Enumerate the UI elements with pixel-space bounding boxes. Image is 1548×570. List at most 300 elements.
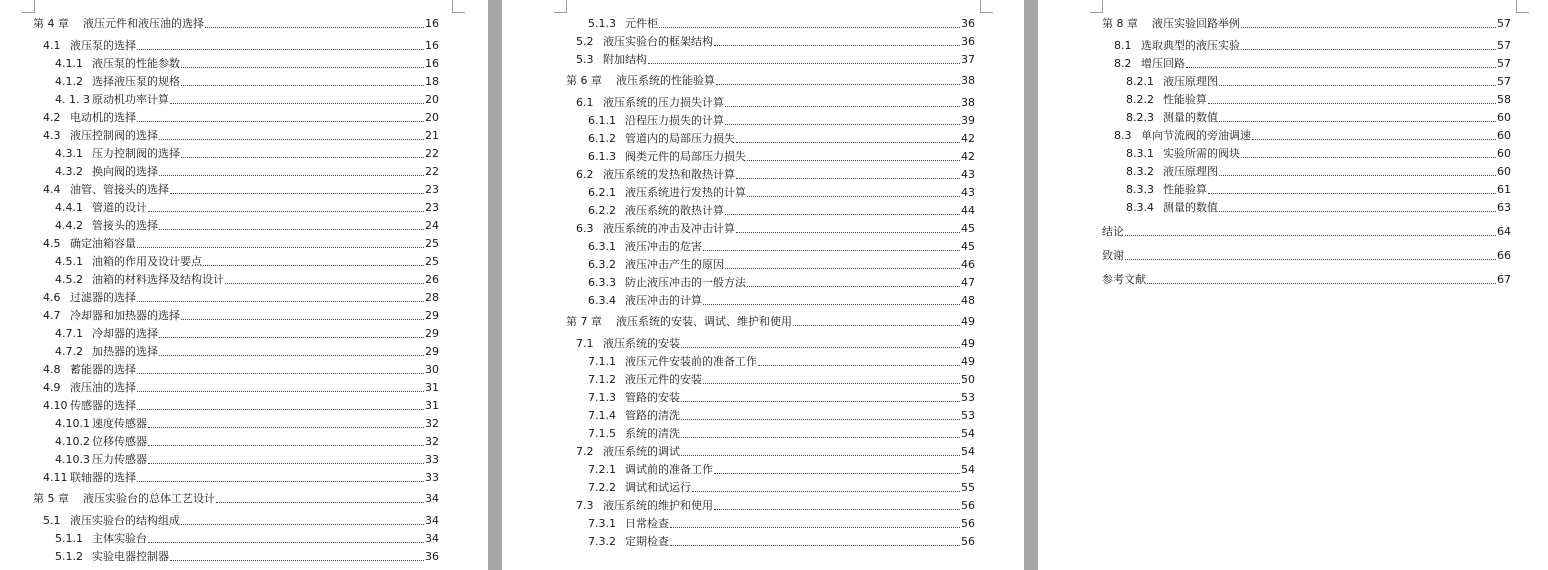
toc-subsection-entry[interactable] bbox=[588, 186, 975, 200]
toc-entry-title: 附加结构 bbox=[603, 53, 647, 66]
toc-subsection-entry[interactable] bbox=[55, 255, 439, 269]
toc-page-number: 34 bbox=[425, 532, 439, 546]
toc-page-number: 60 bbox=[1497, 111, 1511, 124]
toc-dot-leader bbox=[159, 139, 424, 140]
toc-chapter-entry[interactable] bbox=[33, 17, 439, 31]
toc-page-number: 60 bbox=[1497, 165, 1511, 178]
toc-entry-title: 压力传感器 bbox=[92, 453, 147, 466]
document-page-1[interactable] bbox=[0, 0, 488, 570]
toc-chapter-entry[interactable] bbox=[566, 74, 975, 88]
toc-entry-number: 5.1.1 bbox=[55, 532, 83, 546]
toc-entry-number: 7.2.2 bbox=[588, 481, 616, 495]
toc-subsection-entry[interactable] bbox=[588, 150, 975, 164]
toc-subsection-entry[interactable] bbox=[588, 294, 975, 308]
toc-entry-title: 速度传感器 bbox=[92, 417, 147, 430]
toc-dot-leader bbox=[181, 319, 424, 320]
toc-entry-number: 6.3.3 bbox=[588, 276, 616, 290]
toc-page-number: 29 bbox=[425, 345, 439, 358]
toc-subsection-entry[interactable] bbox=[55, 435, 439, 449]
toc-page-number: 36 bbox=[961, 35, 975, 48]
margin-corner-mark bbox=[1516, 0, 1529, 13]
toc-page-number: 54 bbox=[961, 463, 975, 477]
toc-entry-title: 加热器的选择 bbox=[92, 345, 158, 358]
toc-dot-leader bbox=[681, 437, 960, 438]
toc-dot-leader bbox=[1147, 283, 1496, 284]
toc-entry-title: 液压实验台的框架结构 bbox=[603, 35, 713, 48]
toc-dot-leader bbox=[1241, 49, 1496, 50]
toc-page-number: 49 bbox=[961, 355, 975, 369]
toc-section-entry[interactable] bbox=[43, 363, 439, 377]
toc-chapter-entry[interactable] bbox=[1102, 273, 1511, 287]
toc-entry-number: 4.1.1 bbox=[55, 57, 83, 70]
toc-entry-number: 6.1.3 bbox=[588, 150, 616, 164]
toc-dot-leader bbox=[181, 67, 424, 68]
toc-dot-leader bbox=[159, 337, 424, 338]
toc-subsection-entry[interactable] bbox=[1126, 147, 1511, 161]
toc-page-number: 49 bbox=[961, 315, 975, 329]
toc-dot-leader bbox=[725, 268, 960, 269]
toc-subsection-entry[interactable] bbox=[55, 550, 439, 564]
toc-entry-number: 6.1.1 bbox=[588, 114, 616, 128]
toc-subsection-entry[interactable] bbox=[55, 532, 439, 546]
toc-page-number: 56 bbox=[961, 535, 975, 549]
toc-entry-title: 测量的数值 bbox=[1163, 201, 1218, 214]
toc-entry-title: 液压系统的压力损失计算 bbox=[603, 96, 724, 110]
toc-page-number: 16 bbox=[425, 57, 439, 70]
toc-dot-leader bbox=[170, 560, 424, 561]
toc-dot-leader bbox=[681, 347, 960, 348]
toc-subsection-entry[interactable] bbox=[1126, 201, 1511, 215]
toc-entry-number: 6.3.2 bbox=[588, 258, 616, 272]
toc-dot-leader bbox=[148, 463, 424, 464]
toc-page-number: 38 bbox=[961, 96, 975, 110]
toc-entry-title: 液压系统的维护和使用 bbox=[603, 499, 713, 513]
toc-entry-number: 4.9 bbox=[43, 381, 61, 394]
toc-page-number: 45 bbox=[961, 240, 975, 254]
toc-entry-number: 8.2.3 bbox=[1126, 111, 1154, 124]
toc-entry-number: 5.1.3 bbox=[588, 17, 616, 30]
toc-subsection-entry[interactable] bbox=[588, 258, 975, 272]
toc-page-number: 55 bbox=[961, 481, 975, 495]
margin-corner-mark bbox=[980, 0, 993, 13]
toc-entry-number: 第 6 章 bbox=[566, 74, 602, 88]
toc-entry-title: 原动机功率计算 bbox=[92, 93, 169, 106]
toc-page-number: 39 bbox=[961, 114, 975, 128]
toc-chapter-entry[interactable] bbox=[33, 492, 439, 506]
toc-subsection-entry[interactable] bbox=[588, 535, 975, 549]
toc-entry-title: 管接头的选择 bbox=[92, 219, 158, 232]
toc-page-number: 25 bbox=[425, 237, 439, 250]
toc-dot-leader bbox=[137, 49, 424, 50]
toc-entry-title: 参考文献 bbox=[1102, 273, 1146, 286]
toc-section-entry[interactable] bbox=[43, 291, 439, 305]
toc-entry-number: 6.1.2 bbox=[588, 132, 616, 146]
toc-entry-number: 第 4 章 bbox=[33, 17, 69, 30]
toc-dot-leader bbox=[725, 214, 960, 215]
toc-section-entry[interactable] bbox=[576, 35, 975, 49]
toc-subsection-entry[interactable] bbox=[55, 453, 439, 467]
toc-subsection-entry[interactable] bbox=[588, 355, 975, 369]
toc-entry-title: 管路的清洗 bbox=[625, 409, 680, 423]
toc-entry-title: 油管、管接头的选择 bbox=[70, 183, 169, 196]
toc-entry-number: 7.1.1 bbox=[588, 355, 616, 369]
toc-entry-number: 4.5.2 bbox=[55, 273, 83, 286]
toc-dot-leader bbox=[716, 84, 960, 85]
toc-section-entry[interactable] bbox=[43, 309, 439, 323]
toc-section-entry[interactable] bbox=[1114, 57, 1511, 71]
toc-entry-number: 8.3.3 bbox=[1126, 183, 1154, 196]
toc-chapter-entry[interactable] bbox=[1102, 17, 1511, 31]
toc-dot-leader bbox=[659, 27, 960, 28]
toc-dot-leader bbox=[148, 542, 424, 543]
toc-dot-leader bbox=[681, 419, 960, 420]
toc-page-number: 58 bbox=[1497, 93, 1511, 106]
toc-entry-title: 系统的清洗 bbox=[625, 427, 680, 441]
toc-subsection-entry[interactable] bbox=[588, 132, 975, 146]
toc-entry-number: 8.3 bbox=[1114, 129, 1132, 142]
toc-entry-title: 液压实验回路举例 bbox=[1152, 17, 1240, 30]
toc-dot-leader bbox=[692, 491, 960, 492]
page-gutter bbox=[1024, 0, 1038, 570]
toc-dot-leader bbox=[137, 481, 424, 482]
toc-entry-number: 8.3.2 bbox=[1126, 165, 1154, 178]
toc-dot-leader bbox=[225, 283, 424, 284]
toc-dot-leader bbox=[137, 121, 424, 122]
toc-entry-number: 7.1 bbox=[576, 337, 594, 351]
toc-dot-leader bbox=[1241, 27, 1496, 28]
toc-entry-title: 选取典型的液压实验 bbox=[1141, 39, 1240, 52]
toc-entry-title: 液压冲击的危害 bbox=[625, 240, 702, 254]
toc-entry-number: 第 7 章 bbox=[566, 315, 602, 329]
toc-subsection-entry[interactable] bbox=[588, 427, 975, 441]
toc-subsection-entry[interactable] bbox=[588, 463, 975, 477]
toc-dot-leader bbox=[1186, 67, 1496, 68]
toc-entry-title: 管道内的局部压力损失 bbox=[625, 132, 735, 146]
toc-subsection-entry[interactable] bbox=[588, 276, 975, 290]
toc-subsection-entry[interactable] bbox=[55, 147, 439, 161]
toc-chapter-entry[interactable] bbox=[1102, 225, 1511, 239]
toc-subsection-entry[interactable] bbox=[588, 391, 975, 405]
toc-entry-title: 阀类元件的局部压力损失 bbox=[625, 150, 746, 164]
toc-entry-title: 单向节流阀的旁油调速 bbox=[1141, 129, 1251, 142]
toc-entry-title: 液压系统的安装、调试、维护和使用 bbox=[616, 315, 792, 329]
toc-section-entry[interactable] bbox=[576, 168, 975, 182]
toc-subsection-entry[interactable] bbox=[55, 417, 439, 431]
toc-subsection-entry[interactable] bbox=[1126, 183, 1511, 197]
toc-entry-number: 7.1.2 bbox=[588, 373, 616, 387]
toc-dot-leader bbox=[714, 473, 960, 474]
toc-section-entry[interactable] bbox=[1114, 39, 1511, 53]
toc-section-entry[interactable] bbox=[43, 129, 439, 143]
toc-entry-title: 液压系统的冲击及冲击计算 bbox=[603, 222, 735, 236]
toc-page-number: 29 bbox=[425, 309, 439, 322]
toc-dot-leader bbox=[1208, 103, 1496, 104]
toc-page-number: 36 bbox=[961, 17, 975, 30]
toc-entry-title: 液压冲击的计算 bbox=[625, 294, 702, 308]
toc-dot-leader bbox=[736, 232, 960, 233]
toc-page-number: 53 bbox=[961, 391, 975, 405]
toc-section-entry[interactable] bbox=[43, 471, 439, 485]
toc-entry-number: 4.6 bbox=[43, 291, 61, 304]
toc-page-number: 66 bbox=[1497, 249, 1511, 262]
toc-section-entry[interactable] bbox=[576, 222, 975, 236]
toc-entry-number: 4.7.2 bbox=[55, 345, 83, 358]
toc-entry-title: 主体实验台 bbox=[92, 532, 147, 546]
toc-entry-title: 实验所需的阀块 bbox=[1163, 147, 1240, 160]
toc-entry-number: 6.3 bbox=[576, 222, 594, 236]
toc-entry-title: 液压原理图 bbox=[1163, 165, 1218, 178]
toc-dot-leader bbox=[148, 211, 424, 212]
toc-entry-number: 5.2 bbox=[576, 35, 594, 48]
toc-dot-leader bbox=[1125, 235, 1496, 236]
toc-entry-title: 液压元件安装前的准备工作 bbox=[625, 355, 757, 369]
toc-page-number: 29 bbox=[425, 327, 439, 340]
margin-corner-mark bbox=[1090, 0, 1103, 13]
toc-subsection-entry[interactable] bbox=[588, 17, 975, 31]
toc-page-number: 43 bbox=[961, 186, 975, 200]
toc-entry-title: 液压实验台的结构组成 bbox=[70, 514, 180, 528]
page-gutter bbox=[488, 0, 502, 570]
toc-entry-title: 液压控制阀的选择 bbox=[70, 129, 158, 142]
toc-entry-number: 6.2 bbox=[576, 168, 594, 182]
toc-subsection-entry[interactable] bbox=[588, 481, 975, 495]
toc-dot-leader bbox=[1125, 259, 1496, 260]
toc-entry-title: 液压系统的散热计算 bbox=[625, 204, 724, 218]
toc-subsection-entry[interactable] bbox=[1126, 75, 1511, 89]
toc-entry-number: 5.1 bbox=[43, 514, 61, 528]
toc-page-number: 43 bbox=[961, 168, 975, 182]
toc-page-number: 36 bbox=[425, 550, 439, 564]
toc-page-number: 26 bbox=[425, 273, 439, 286]
toc-entry-title: 管路的安装 bbox=[625, 391, 680, 405]
toc-page-number: 30 bbox=[425, 363, 439, 376]
toc-page-number: 53 bbox=[961, 409, 975, 423]
toc-page-number: 31 bbox=[425, 381, 439, 394]
toc-entry-title: 调试前的准备工作 bbox=[625, 463, 713, 477]
toc-page-number: 49 bbox=[961, 337, 975, 351]
toc-dot-leader bbox=[703, 304, 960, 305]
toc-dot-leader bbox=[703, 250, 960, 251]
toc-page-number: 37 bbox=[961, 53, 975, 66]
toc-page-number: 16 bbox=[425, 17, 439, 30]
toc-page-number: 57 bbox=[1497, 39, 1511, 52]
toc-dot-leader bbox=[747, 286, 960, 287]
toc-dot-leader bbox=[670, 527, 960, 528]
toc-page-number: 67 bbox=[1497, 273, 1511, 286]
toc-entry-title: 液压泵的选择 bbox=[70, 39, 136, 52]
toc-dot-leader bbox=[670, 545, 960, 546]
toc-page-number: 25 bbox=[425, 255, 439, 268]
toc-entry-number: 6.3.1 bbox=[588, 240, 616, 254]
toc-page-number: 22 bbox=[425, 147, 439, 160]
toc-entry-title: 防止液压冲击的一般方法 bbox=[625, 276, 746, 290]
toc-entry-number: 第 8 章 bbox=[1102, 17, 1138, 30]
toc-subsection-entry[interactable] bbox=[55, 75, 439, 89]
toc-page-number: 18 bbox=[425, 75, 439, 88]
toc-entry-title: 液压油的选择 bbox=[70, 381, 136, 394]
toc-section-entry[interactable] bbox=[43, 399, 439, 413]
toc-dot-leader bbox=[181, 85, 424, 86]
toc-entry-number: 8.3.1 bbox=[1126, 147, 1154, 160]
toc-section-entry[interactable] bbox=[43, 111, 439, 125]
toc-dot-leader bbox=[148, 427, 424, 428]
document-page-3[interactable] bbox=[1038, 0, 1548, 570]
toc-entry-title: 液压原理图 bbox=[1163, 75, 1218, 88]
toc-section-entry[interactable] bbox=[43, 39, 439, 53]
toc-entry-number: 4.2 bbox=[43, 111, 61, 124]
toc-section-entry[interactable] bbox=[43, 381, 439, 395]
toc-entry-title: 电动机的选择 bbox=[70, 111, 136, 124]
toc-entry-number: 7.3 bbox=[576, 499, 594, 513]
toc-entry-number: 第 5 章 bbox=[33, 492, 69, 506]
toc-entry-title: 选择液压泵的规格 bbox=[92, 75, 180, 88]
toc-page-number: 46 bbox=[961, 258, 975, 272]
toc-entry-number: 7.1.3 bbox=[588, 391, 616, 405]
toc-entry-number: 7.2.1 bbox=[588, 463, 616, 477]
toc-entry-title: 压力控制阀的选择 bbox=[92, 147, 180, 160]
toc-subsection-entry[interactable] bbox=[588, 517, 975, 531]
toc-entry-number: 4.4.1 bbox=[55, 201, 83, 214]
toc-entry-title: 位移传感器 bbox=[92, 435, 147, 448]
toc-entry-number: 4.5 bbox=[43, 237, 61, 250]
toc-entry-number: 8.2 bbox=[1114, 57, 1132, 70]
toc-section-entry[interactable] bbox=[43, 237, 439, 251]
toc-page-number: 57 bbox=[1497, 57, 1511, 70]
toc-subsection-entry[interactable] bbox=[55, 165, 439, 179]
toc-subsection-entry[interactable] bbox=[1126, 165, 1511, 179]
toc-dot-leader bbox=[681, 401, 960, 402]
toc-entry-number: 7.3.2 bbox=[588, 535, 616, 549]
toc-entry-number: 4.4 bbox=[43, 183, 61, 196]
toc-entry-number: 4.11 bbox=[43, 471, 68, 484]
toc-entry-title: 液压元件和液压油的选择 bbox=[83, 17, 204, 30]
toc-subsection-entry[interactable] bbox=[588, 409, 975, 423]
toc-entry-number: 4.4.2 bbox=[55, 219, 83, 232]
toc-page-number: 33 bbox=[425, 471, 439, 484]
toc-entry-number: 8.1 bbox=[1114, 39, 1132, 52]
toc-entry-number: 4.10.3 bbox=[55, 453, 90, 466]
toc-entry-title: 液压系统进行发热的计算 bbox=[625, 186, 746, 200]
toc-dot-leader bbox=[159, 229, 424, 230]
toc-entry-title: 液压系统的性能验算 bbox=[616, 74, 715, 88]
toc-section-entry[interactable] bbox=[576, 499, 975, 513]
toc-entry-number: 7.3.1 bbox=[588, 517, 616, 531]
toc-subsection-entry[interactable] bbox=[55, 345, 439, 359]
toc-entry-number: 4.8 bbox=[43, 363, 61, 376]
toc-entry-number: 7.2 bbox=[576, 445, 594, 459]
toc-entry-title: 传感器的选择 bbox=[70, 399, 136, 412]
toc-subsection-entry[interactable] bbox=[55, 93, 439, 107]
toc-page-number: 34 bbox=[425, 492, 439, 506]
toc-entry-number: 7.1.5 bbox=[588, 427, 616, 441]
toc-dot-leader bbox=[747, 160, 960, 161]
toc-dot-leader bbox=[725, 106, 960, 107]
toc-entry-title: 管道的设计 bbox=[92, 201, 147, 214]
toc-subsection-entry[interactable] bbox=[55, 201, 439, 215]
toc-subsection-entry[interactable] bbox=[1126, 93, 1511, 107]
toc-dot-leader bbox=[181, 524, 424, 525]
toc-section-entry[interactable] bbox=[576, 337, 975, 351]
toc-entry-number: 4.10.1 bbox=[55, 417, 90, 430]
toc-dot-leader bbox=[1219, 175, 1496, 176]
toc-subsection-entry[interactable] bbox=[588, 114, 975, 128]
toc-page-number: 33 bbox=[425, 453, 439, 466]
toc-entry-title: 换向阀的选择 bbox=[92, 165, 158, 178]
toc-entry-number: 4.10.2 bbox=[55, 435, 90, 448]
toc-page-number: 45 bbox=[961, 222, 975, 236]
toc-entry-title: 油箱的材料选择及结构设计 bbox=[92, 273, 224, 286]
toc-entry-number: 4.1.2 bbox=[55, 75, 83, 88]
document-page-2[interactable] bbox=[502, 0, 1024, 570]
toc-dot-leader bbox=[137, 391, 424, 392]
toc-dot-leader bbox=[736, 178, 960, 179]
toc-subsection-entry[interactable] bbox=[1126, 111, 1511, 125]
toc-dot-leader bbox=[736, 142, 960, 143]
toc-section-entry[interactable] bbox=[43, 514, 439, 528]
toc-dot-leader bbox=[1219, 211, 1496, 212]
toc-dot-leader bbox=[648, 63, 960, 64]
toc-subsection-entry[interactable] bbox=[55, 57, 439, 71]
toc-section-entry[interactable] bbox=[576, 96, 975, 110]
toc-page-number: 63 bbox=[1497, 201, 1511, 214]
toc-dot-leader bbox=[703, 383, 960, 384]
toc-chapter-entry[interactable] bbox=[1102, 249, 1511, 263]
toc-subsection-entry[interactable] bbox=[588, 373, 975, 387]
toc-subsection-entry[interactable] bbox=[55, 273, 439, 287]
toc-dot-leader bbox=[205, 27, 424, 28]
toc-section-entry[interactable] bbox=[1114, 129, 1511, 143]
toc-entry-title: 沿程压力损失的计算 bbox=[625, 114, 724, 128]
toc-entry-title: 调试和试运行 bbox=[625, 481, 691, 495]
toc-entry-title: 性能验算 bbox=[1163, 93, 1207, 106]
toc-dot-leader bbox=[1219, 121, 1496, 122]
toc-dot-leader bbox=[181, 157, 424, 158]
toc-entry-number: 4. 1. 3 bbox=[55, 93, 90, 106]
toc-subsection-entry[interactable] bbox=[55, 327, 439, 341]
toc-dot-leader bbox=[747, 196, 960, 197]
toc-dot-leader bbox=[1219, 85, 1496, 86]
toc-entry-title: 蓄能器的选择 bbox=[70, 363, 136, 376]
toc-entry-number: 6.3.4 bbox=[588, 294, 616, 308]
toc-entry-title: 致谢 bbox=[1102, 249, 1124, 262]
toc-entry-title: 日常检查 bbox=[625, 517, 669, 531]
toc-dot-leader bbox=[203, 265, 424, 266]
toc-subsection-entry[interactable] bbox=[55, 219, 439, 233]
toc-section-entry[interactable] bbox=[43, 183, 439, 197]
toc-entry-number: 4.3 bbox=[43, 129, 61, 142]
toc-page-number: 54 bbox=[961, 445, 975, 459]
toc-page-number: 32 bbox=[425, 435, 439, 448]
toc-subsection-entry[interactable] bbox=[588, 204, 975, 218]
toc-entry-title: 液压泵的性能参数 bbox=[92, 57, 180, 70]
toc-page-number: 61 bbox=[1497, 183, 1511, 196]
toc-entry-title: 过滤器的选择 bbox=[70, 291, 136, 304]
toc-section-entry[interactable] bbox=[576, 53, 975, 67]
toc-dot-leader bbox=[159, 355, 424, 356]
toc-chapter-entry[interactable] bbox=[566, 315, 975, 329]
toc-dot-leader bbox=[159, 175, 424, 176]
toc-entry-title: 测量的数值 bbox=[1163, 111, 1218, 124]
toc-entry-number: 5.1.2 bbox=[55, 550, 83, 564]
toc-subsection-entry[interactable] bbox=[588, 240, 975, 254]
toc-dot-leader bbox=[793, 325, 960, 326]
toc-dot-leader bbox=[1252, 139, 1496, 140]
toc-page-number: 54 bbox=[961, 427, 975, 441]
toc-dot-leader bbox=[714, 45, 960, 46]
toc-section-entry[interactable] bbox=[576, 445, 975, 459]
toc-entry-title: 性能验算 bbox=[1163, 183, 1207, 196]
toc-entry-number: 4.7.1 bbox=[55, 327, 83, 340]
